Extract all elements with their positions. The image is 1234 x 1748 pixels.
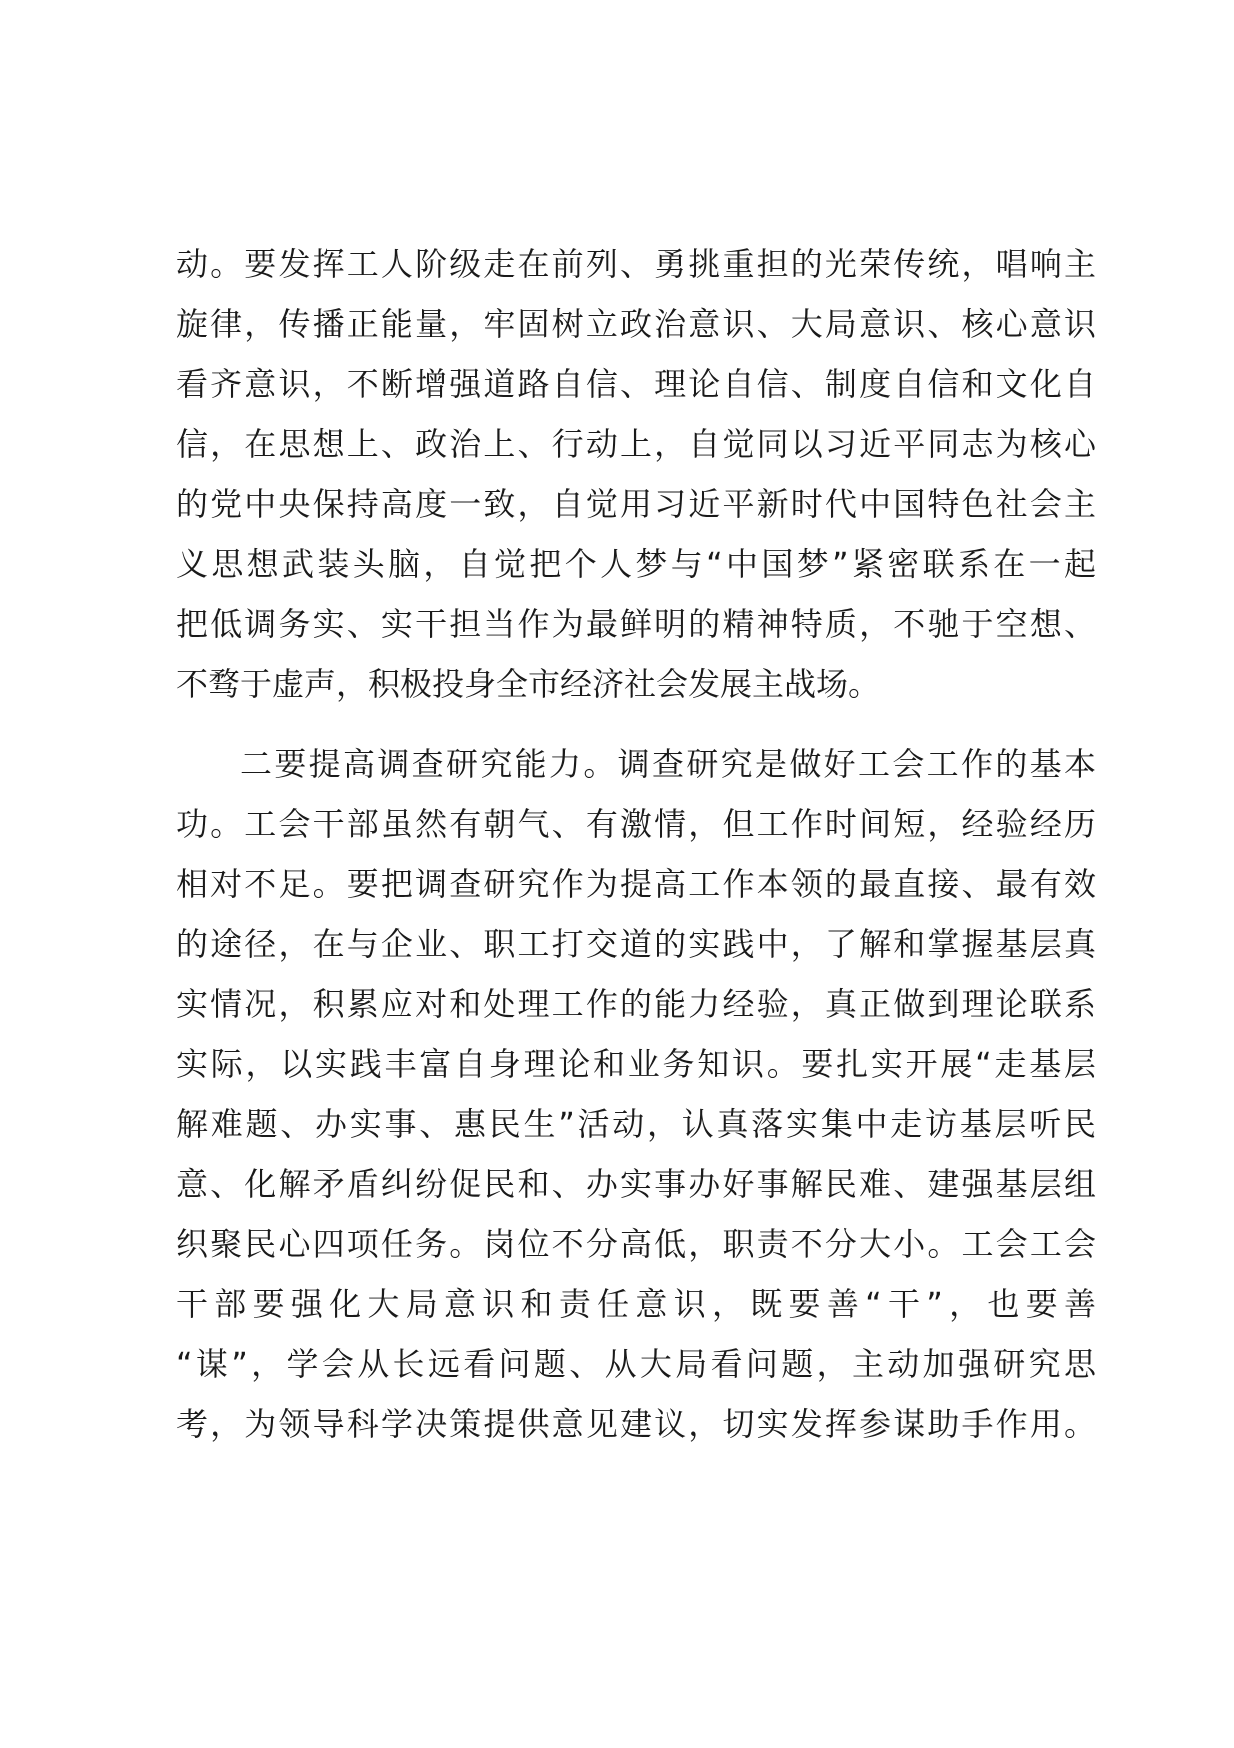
paragraph-2 xyxy=(176,734,1096,1454)
text-line: 信，在思想上、政治上、行动上，自觉同以习近平同志为核心 xyxy=(176,425,1096,463)
text-line: 干部要强化大局意识和责任意识，既要善“干”，也要善 xyxy=(176,1285,1096,1323)
text-line: 把低调务实、实干担当作为最鲜明的精神特质，不驰于空想、 xyxy=(176,605,1096,643)
text-line: 的党中央保持高度一致，自觉用习近平新时代中国特色社会主 xyxy=(176,485,1096,523)
text-line: 旋律，传播正能量，牢固树立政治意识、大局意识、核心意识 xyxy=(176,305,1096,343)
text-line: 动。要发挥工人阶级走在前列、勇挑重担的光荣传统，唱响主 xyxy=(176,245,1096,283)
text-line: 解难题、办实事、惠民生”活动，认真落实集中走访基层听民 xyxy=(176,1105,1096,1143)
text-line: 考，为领导科学决策提供意见建议，切实发挥参谋助手作用。 xyxy=(176,1405,1096,1443)
text-line: “谋”，学会从长远看问题、从大局看问题，主动加强研究思 xyxy=(176,1345,1096,1383)
text-line: 不骛于虚声，积极投身全市经济社会发展主战场。 xyxy=(176,665,881,703)
text-line: 义思想武装头脑，自觉把个人梦与“中国梦”紧密联系在一起 xyxy=(176,545,1096,583)
text-line: 织聚民心四项任务。岗位不分高低，职责不分大小。工会工会 xyxy=(176,1225,1096,1263)
text-line: 二要提高调查研究能力。调查研究是做好工会工作的基本 xyxy=(240,745,1096,783)
text-line: 的途径，在与企业、职工打交道的实践中，了解和掌握基层真 xyxy=(176,925,1096,963)
text-line: 看齐意识，不断增强道路自信、理论自信、制度自信和文化自 xyxy=(176,365,1096,403)
text-line: 相对不足。要把调查研究作为提高工作本领的最直接、最有效 xyxy=(176,865,1096,903)
text-line: 实际，以实践丰富自身理论和业务知识。要扎实开展“走基层 xyxy=(176,1045,1096,1083)
text-line: 实情况，积累应对和处理工作的能力经验，真正做到理论联系 xyxy=(176,985,1096,1023)
text-line: 功。工会干部虽然有朝气、有激情，但工作时间短，经验经历 xyxy=(176,805,1096,843)
text-line: 意、化解矛盾纠纷促民和、办实事办好事解民难、建强基层组 xyxy=(176,1165,1096,1203)
paragraph-1 xyxy=(176,234,1096,714)
